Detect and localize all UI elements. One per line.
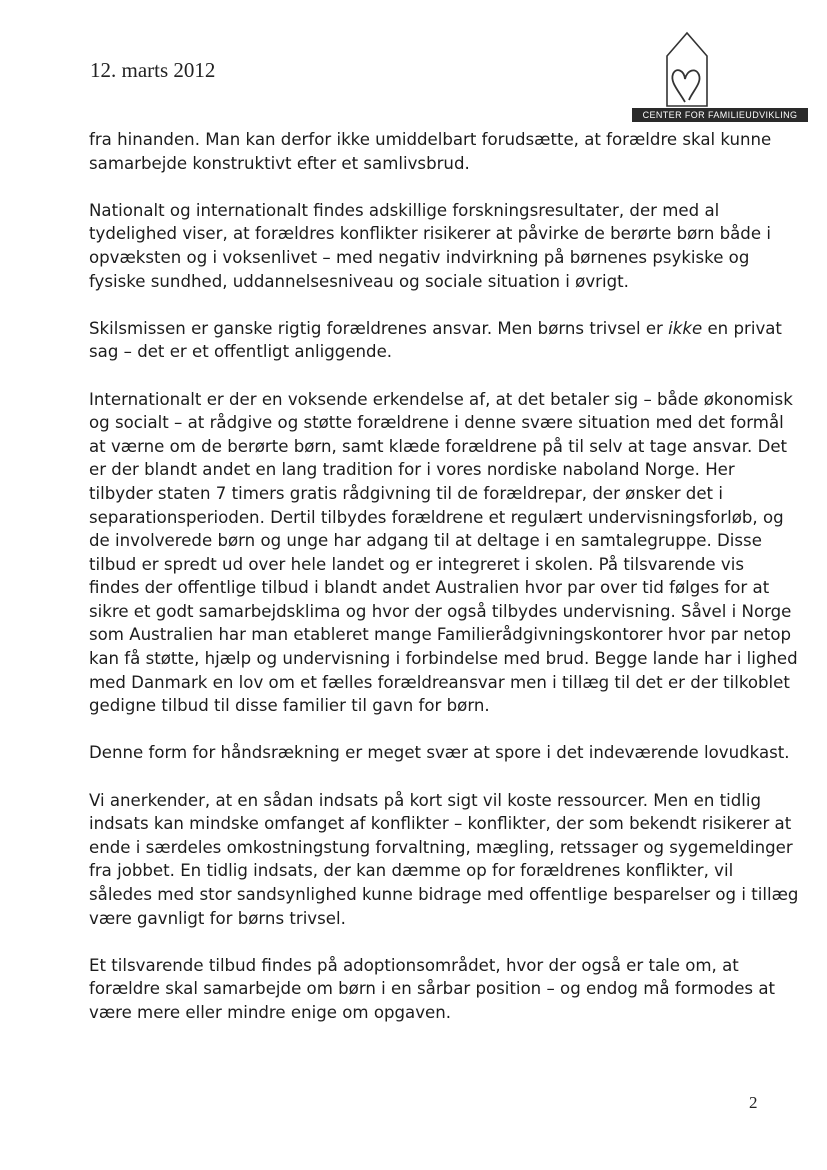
text-line: opvæksten og i voksenlivet – med negativ indvirkning på børnenes psykiske og xyxy=(89,247,750,267)
text-line: være mere eller mindre enige om opgaven. xyxy=(89,1002,452,1022)
text-line: forældre skal samarbejde om børn i en sårbar position – og endog må formodes at xyxy=(89,979,776,999)
text-line: og socialt – at rådgive og støtte forældrene i denne svære situation med det formål xyxy=(89,413,784,433)
text-line: med Danmark en lov om et fælles forældreansvar men i tillæg til det er der tilkoblet xyxy=(89,672,790,692)
text-line: ende i særdeles omkostningstung forvaltning, mægling, retssager og sygemeldinger xyxy=(89,837,793,857)
text-line: Nationalt og internationalt findes adskillige forskningsresultater, der med al xyxy=(89,200,720,220)
letter-body xyxy=(89,128,799,1048)
text-line: fysiske sundhed, uddannelsesniveau og sociale situation i øvrigt. xyxy=(89,271,629,291)
page-number: 2 xyxy=(749,1093,758,1112)
paragraph xyxy=(89,789,799,931)
paragraph xyxy=(89,199,769,293)
text-line: fra jobbet. En tidlig indsats, der kan dæmme op for forældrenes konflikter, vil xyxy=(89,861,734,881)
paragraph xyxy=(89,128,772,175)
paragraph xyxy=(89,741,790,765)
text-line: findes der offentlige tilbud i blandt andet Australien hvor par over tid følges for at xyxy=(89,578,770,598)
text-line: kan få støtte, hjælp og undervisning i forbindelse med brud. Begge lande har i lighed xyxy=(89,649,798,669)
text-line: tilbyder staten 7 timers gratis rådgivning til de forældrepar, der ønsker det i xyxy=(89,483,723,503)
text-line: tilbud er spredt ud over hele landet og er integreret i skolen. På tilsvarende vis xyxy=(89,554,744,574)
text-line: tydelighed viser, at forældres konflikter risikerer at påvirke de berørte børn både i xyxy=(89,224,771,244)
text-line: sikre et godt samarbejdsklima og hvor der også tilbydes undervisning. Såvel i Norge xyxy=(89,601,792,621)
text-line: fra hinanden. Man kan derfor ikke umiddelbart forudsætte, at forældre skal kunne xyxy=(89,130,772,149)
text-line: indsats kan mindske omfanget af konflikter – konflikter, der som bekendt risikerer at xyxy=(89,814,792,834)
text-line: Vi anerkender, at en sådan indsats på kort sigt vil koste ressourcer. Men en tidlig xyxy=(89,790,762,810)
logo-banner-text: CENTER FOR FAMILIEUDVIKLING xyxy=(632,108,808,122)
text-line: samarbejde konstruktivt efter et samlivsbrud. xyxy=(89,153,470,173)
paragraph xyxy=(89,317,782,364)
organization-logo xyxy=(632,30,812,125)
text-line: at værne om de berørte børn, samt klæde forældrene på til selv at tage ansvar. Det xyxy=(89,436,788,456)
text-line: er der blandt andet en lang tradition for i vores nordiske naboland Norge. Her xyxy=(89,460,735,480)
house-heart-icon xyxy=(664,30,710,108)
text-line: separationsperioden. Dertil tilbydes forældrene et regulært undervisningsforløb, og xyxy=(89,507,784,527)
text-line: Et tilsvarende tilbud findes på adoptionsområdet, hvor der også er tale om, at xyxy=(89,955,739,975)
text-line: således med stor sandsynlighed kunne bidrage med offentlige besparelser og i tillæg xyxy=(89,885,799,904)
text-line: de involverede børn og unge har adgang til at deltage i en samtalegruppe. Disse xyxy=(89,531,762,551)
paragraph xyxy=(89,954,776,1025)
paragraph xyxy=(89,388,798,718)
text-line: Internationalt er der en voksende erkendelse af, at det betaler sig – både økonomisk xyxy=(89,389,793,409)
text-line: være gavnligt for børns trivsel. xyxy=(89,908,346,928)
text-line: Denne form for håndsrækning er meget svær at spore i det indeværende lovudkast. xyxy=(89,743,790,763)
text-line: Skilsmissen er ganske rigtig forældrenes ansvar. Men børns trivsel er ikke en privat xyxy=(89,318,782,338)
text-line: som Australien har man etableret mange Familierådgivningskontorer hvor par netop xyxy=(89,625,792,645)
text-line: gedigne tilbud til disse familier til gavn for børn. xyxy=(89,696,490,716)
text-line: sag – det er et offentligt anliggende. xyxy=(89,342,393,362)
emphasized-word: ikke xyxy=(668,318,703,338)
document-date: 12. marts 2012 xyxy=(90,58,216,82)
